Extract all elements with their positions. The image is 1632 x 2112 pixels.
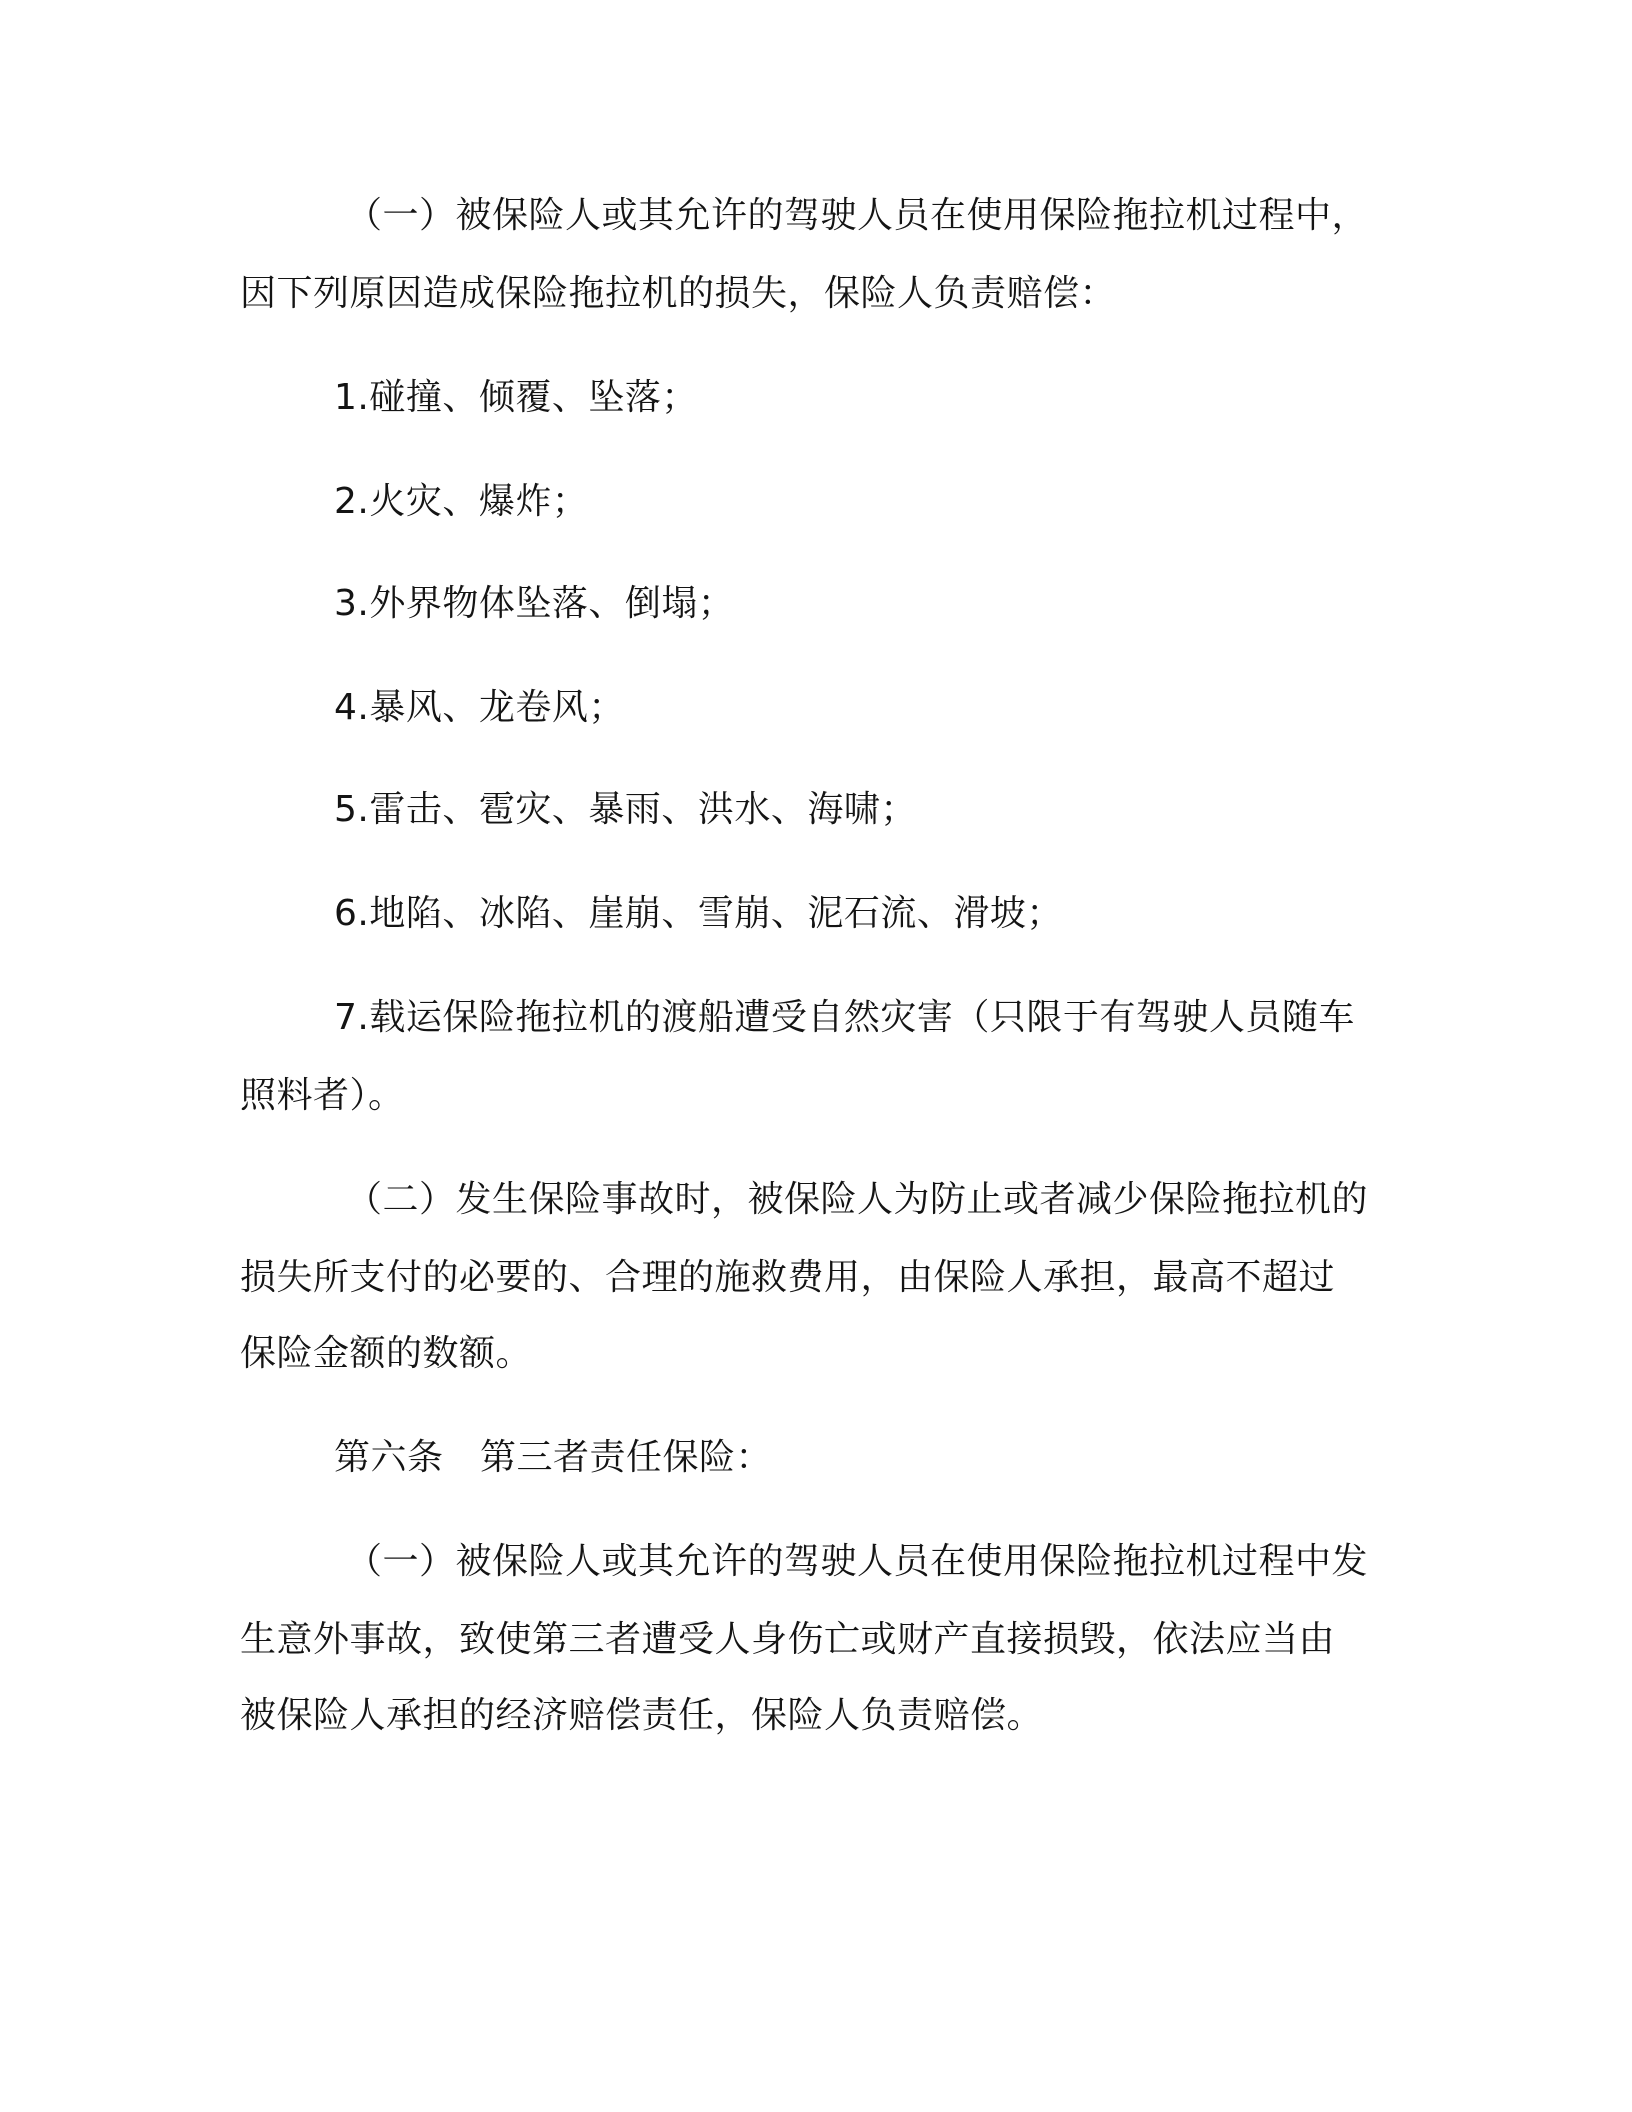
cause-item-7-line-1: 7.载运保险拖拉机的渡船遭受自然灾害（只限于有驾驶人员随车 [334, 997, 1355, 1038]
cause-item-5: 5.雷击、雹灾、暴雨、洪水、海啸； [334, 789, 917, 830]
cause-item-3: 3.外界物体坠落、倒塌； [334, 583, 735, 624]
clause-one-line-2: 因下列原因造成保险拖拉机的损失，保险人负责赔偿： [240, 273, 1117, 314]
clause-two-line-2: 损失所支付的必要的、合理的施救费用，由保险人承担，最高不超过 [240, 1257, 1336, 1298]
cause-item-2: 2.火灾、爆炸； [334, 481, 589, 522]
cause-item-7-line-2: 照料者）。 [240, 1075, 405, 1116]
cause-item-6: 6.地陷、冰陷、崖崩、雪崩、泥石流、滑坡； [334, 893, 1063, 934]
article-six-heading: 第六条 第三者责任保险： [334, 1437, 773, 1478]
article-six-clause-one-line-2: 生意外事故，致使第三者遭受人身伤亡或财产直接损毁，依法应当由 [240, 1619, 1336, 1660]
clause-two-line-3: 保险金额的数额。 [240, 1333, 533, 1374]
article-six-clause-one-line-1: （一）被保险人或其允许的驾驶人员在使用保险拖拉机过程中发 [346, 1541, 1369, 1582]
clause-one-line-1: （一）被保险人或其允许的驾驶人员在使用保险拖拉机过程中， [346, 195, 1369, 236]
cause-item-4: 4.暴风、龙卷风； [334, 687, 625, 728]
cause-item-1: 1.碰撞、倾覆、坠落； [334, 377, 698, 418]
clause-two-line-1: （二）发生保险事故时，被保险人为防止或者减少保险拖拉机的 [346, 1179, 1369, 1220]
article-six-clause-one-line-3: 被保险人承担的经济赔偿责任，保险人负责赔偿。 [240, 1695, 1044, 1736]
